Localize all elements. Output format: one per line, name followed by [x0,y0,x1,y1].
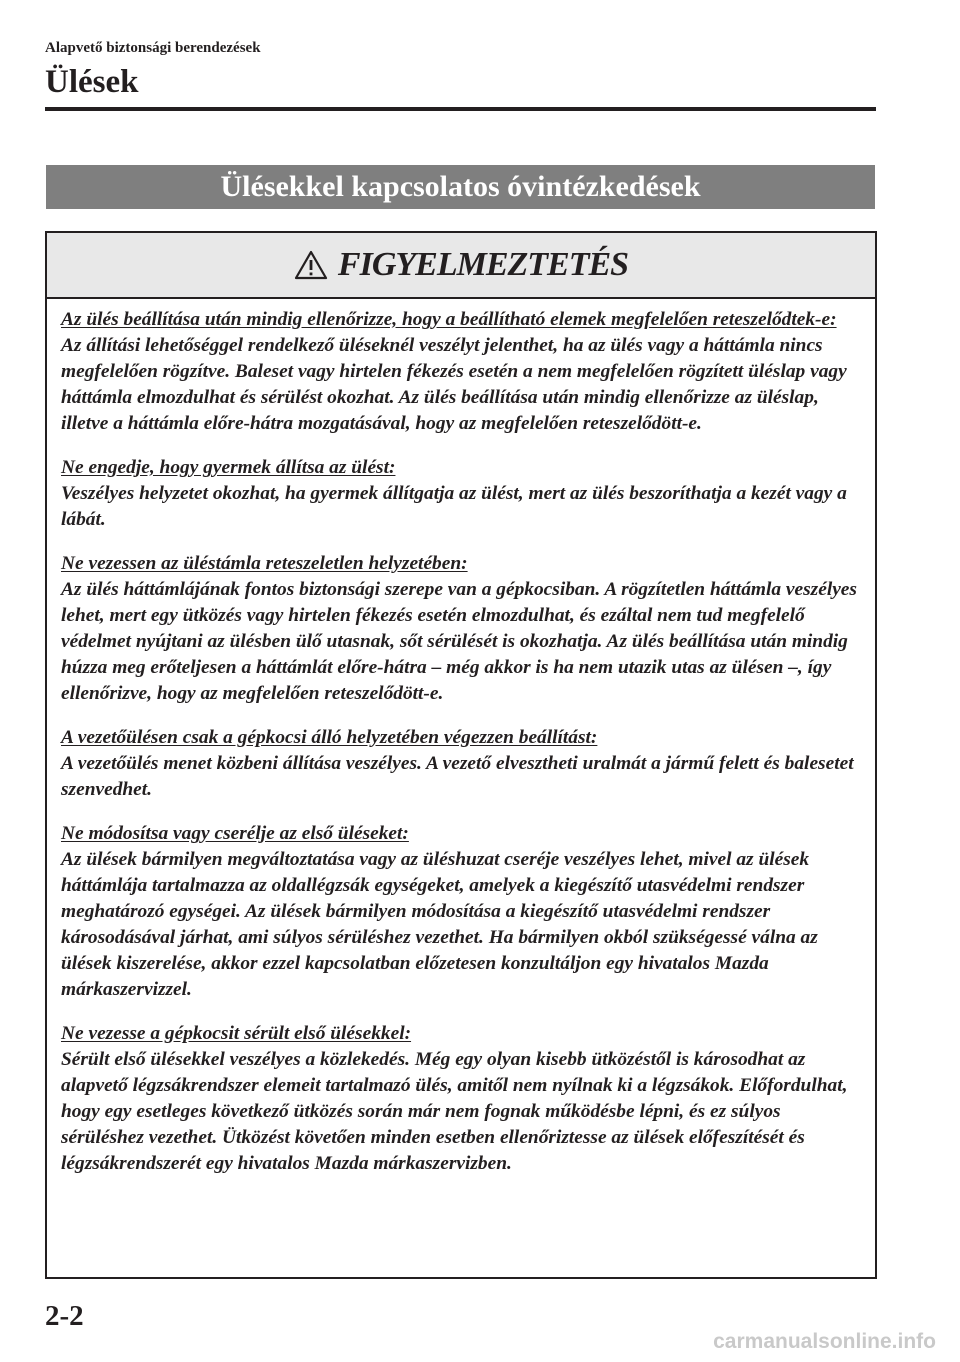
warning-item [61,821,861,1003]
warning-item [61,1021,861,1177]
warning-header [47,233,875,299]
warning-item-heading: A vezetőülésen csak a gépkocsi álló helyzetében végezzen beállítást: [61,727,598,748]
warning-item-heading: Ne módosítsa vagy cserélje az első üléseket: [61,823,409,844]
warning-item-text: Az ülés háttámlájának fontos biztonsági szerepe van a gépkocsiban. A rögzítetlen háttámla veszélyes lehet, mert egy ütközés vagy hirtelen fékezés esetén elmozdulhat, és ezáltal nem tud megfelelő védelmet nyújtani az ülésben ülő utasnak, sőt sérülését is okozhatja. Az ülés beállítása után mindig húzza meg erőteljesen a háttámlát előre-hátra – még akkor is ha nem utazik utas az ülésen –, így ellenőrizve, hogy az megfelelően reteszelődött-e. [61,579,857,704]
title-divider [45,107,876,111]
warning-item-heading: Az ülés beállítása után mindig ellenőrizze, hogy a beállítható elemek megfelelően reteszelődtek-e: [61,309,837,330]
warning-item-text: Veszélyes helyzetet okozhat, ha gyermek állítgatja az ülést, mert az ülés beszoríthatja a kezét vagy a lábát. [61,483,847,530]
warning-item [61,725,861,803]
warning-item-text: Az állítási lehetőséggel rendelkező üléseknél veszélyt jelenthet, ha az ülés vagy a háttámla nincs megfelelően rögzítve. Baleset vagy hirtelen fékezés esetén a nem megfelelően rögzített üléslap vagy háttámla elmozdulhat és sérülést okozhat. Az ülés beállítása után mindig ellenőrizze az üléslap, illetve a háttámla előre-hátra mozgatásával, hogy az megfelelően reteszelődött-e. [61,335,847,434]
page-number: 2-2 [45,1300,84,1332]
watermark: carmanualsonline.info [713,1330,936,1353]
warning-title: FIGYELMEZTETÉS [337,246,629,283]
warning-item-text: Az ülések bármilyen megváltoztatása vagy az üléshuzat cseréje veszélyes lehet, mivel az ülések háttámlája tartalmazza az oldallégzsák egységeket, amelyek a kiegészítő utasvédelmi rendszer meghatározó egységei. Az ülések bármilyen módosítása a kiegészítő utasvédelmi rendszer károsodásával járhat, ami súlyos sérüléshez vezethet. Ha bármilyen okból szükségessé válna az ülések kiszerelése, akkor ezzel kapcsolatban előzetesen konzultáljon egy hivatalos Mazda márkaszervizzel. [61,849,818,1000]
warning-item-heading: Ne vezesse a gépkocsit sérült első ülésekkel: [61,1023,412,1044]
warning-item-heading: Ne engedje, hogy gyermek állítsa az ülést: [61,457,396,478]
page-title: Ülések [45,64,139,100]
warning-item [61,455,861,533]
warning-triangle-icon [294,250,328,280]
section-title: Ülésekkel kapcsolatos óvintézkedések [46,165,875,209]
warning-item [61,307,861,437]
warning-body [47,299,875,1177]
breadcrumb: Alapvető biztonsági berendezések [45,40,261,56]
warning-item-heading: Ne vezessen az üléstámla reteszeletlen helyzetében: [61,553,468,574]
warning-item [61,551,861,707]
warning-item-text: Sérült első ülésekkel veszélyes a közlekedés. Még egy olyan kisebb ütközéstől is károsodhat az alapvető légzsákrendszer elemeit tartalmazó ülés, amitől nem nyílnak ki a légzsákok. Előfordulhat, hogy egy esetleges következő ütközés során már nem fognak működésbe lépni, és ez súlyos sérüléshez vezethet. Ütközést követően minden esetben ellenőriztesse az ülések előfeszítését és légzsákrendszerét egy hivatalos Mazda márkaszervizben. [61,1049,848,1174]
warning-box [45,231,877,1279]
warning-item-text: A vezetőülés menet közbeni állítása veszélyes. A vezető elvesztheti uralmát a jármű felett és balesetet szenvedhet. [61,753,854,800]
